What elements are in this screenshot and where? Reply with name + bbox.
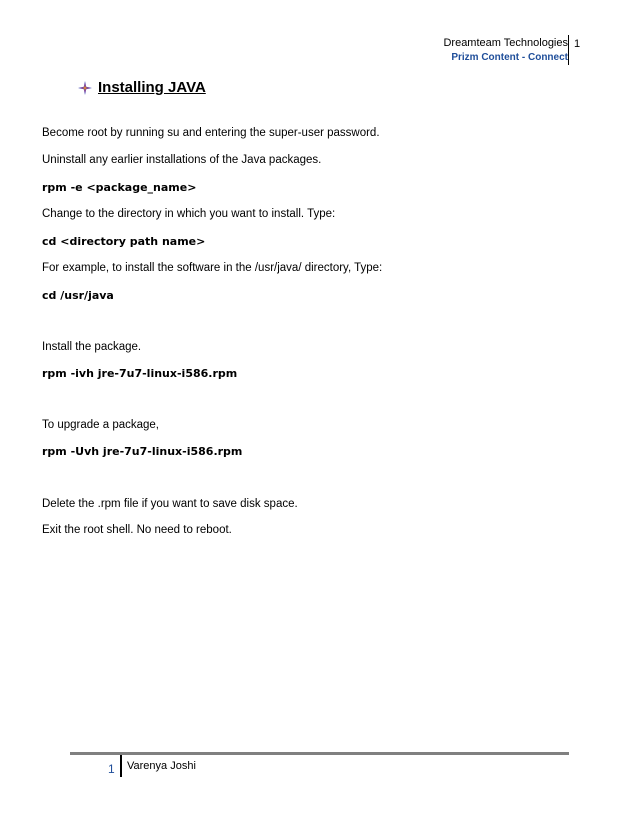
body-line: Delete the .rpm file if you want to save disk space. (42, 498, 298, 510)
body-line: For example, to install the software in the /usr/java/ directory, Type: (42, 262, 383, 274)
command-line: rpm -Uvh jre-7u7-linux-i586.rpm (42, 445, 243, 458)
body-line: Uninstall any earlier installations of the Java packages. (42, 154, 322, 166)
command-line: rpm -e <package_name> (42, 181, 197, 194)
footer-divider (120, 755, 122, 777)
header-subtitle: Prizm Content - Connect (451, 52, 568, 63)
footer-rule (70, 752, 569, 755)
command-line: cd <directory path name> (42, 235, 206, 248)
body-line: Become root by running su and entering the super-user password. (42, 127, 380, 139)
body-line: Change to the directory in which you want to install. Type: (42, 208, 336, 220)
footer-author: Varenya Joshi (127, 760, 196, 772)
header-page-number: 1 (574, 38, 581, 50)
body-line: Exit the root shell. No need to reboot. (42, 524, 232, 536)
section-title: Installing JAVA (98, 79, 206, 96)
section-title-row (78, 79, 206, 97)
header-divider (568, 35, 569, 65)
body-line: To upgrade a package, (42, 419, 160, 431)
command-line: rpm -ivh jre-7u7-linux-i586.rpm (42, 367, 238, 380)
footer-page-number: 1 (108, 762, 115, 776)
body-line: Install the package. (42, 341, 142, 353)
page-header (443, 36, 568, 65)
four-point-star-bullet-icon (78, 81, 92, 95)
header-company: Dreamteam Technologies (443, 37, 568, 49)
command-line: cd /usr/java (42, 289, 114, 302)
